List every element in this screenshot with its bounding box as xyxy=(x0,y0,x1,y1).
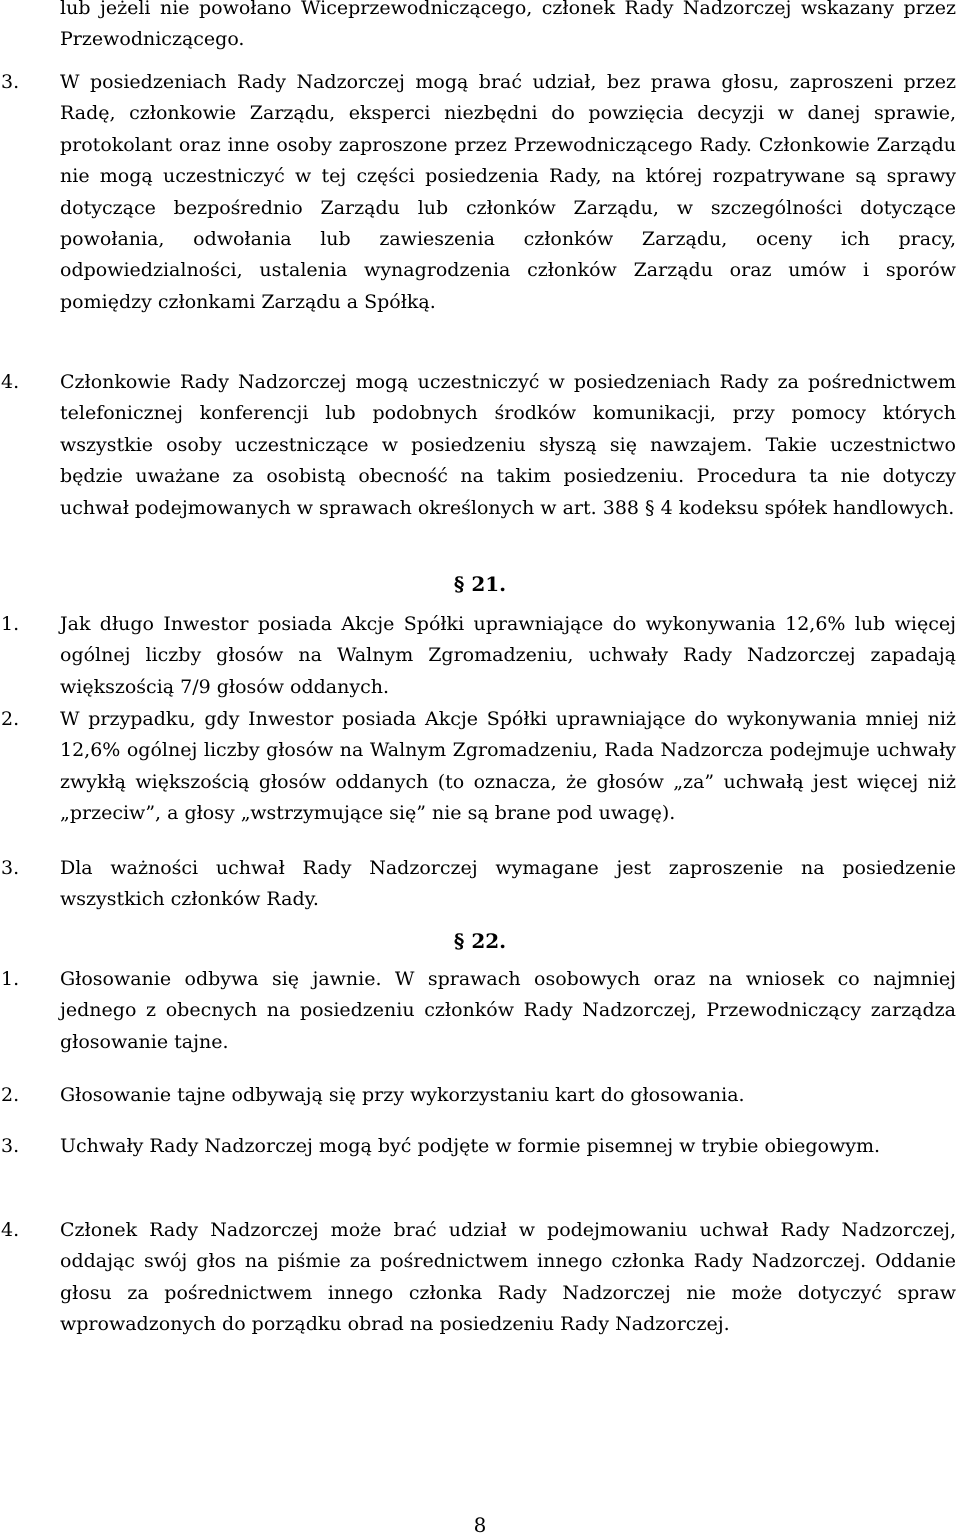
item-text: Członkowie Rady Nadzorczej mogą uczestniczyć w posiedzeniach Rady za pośrednictwem telefonicznej konferencji lub podobnych środków komunikacji, przy pomocy których wszystkie osoby uczestniczące w posiedzeniu słyszą się nawzajem. Takie uczestnictwo będzie uważane za osobistą obecność na takim posiedzeniu. Procedura ta nie dotyczy uchwał podejmowanych w sprawach określonych w art. 388 § 4 kodeksu spółek handlowych. xyxy=(60,371,956,519)
paragraph-text: lub jeżeli nie powołano Wiceprzewodniczącego, członek Rady Nadzorczej wskazany przez Przewodniczącego. xyxy=(60,0,956,51)
item-number: 3. xyxy=(1,71,20,93)
section-heading: § 22. xyxy=(453,929,507,953)
item-number: 3. xyxy=(1,1135,20,1157)
item-number: 4. xyxy=(1,371,20,393)
item-number: 2. xyxy=(1,1084,20,1106)
section-heading: § 21. xyxy=(453,572,507,596)
item-text: W przypadku, gdy Inwestor posiada Akcje Spółki uprawniające do wykonywania mniej niż 12,6% ogólnej liczby głosów na Walnym Zgromadzeniu, Rada Nadzorcza podejmuje uchwały zwykłą większością głosów oddanych (to oznacza, że głosów „za” uchwałą jest więcej niż „przeciw”, a głosy „wstrzymujące się” nie są brane pod uwagę). xyxy=(60,708,956,825)
item-number: 2. xyxy=(1,708,20,730)
page-number: 8 xyxy=(473,1513,487,1537)
item-number: 4. xyxy=(1,1219,20,1241)
item-text: Członek Rady Nadzorczej może brać udział w podejmowaniu uchwał Rady Nadzorczej, oddając swój głos na piśmie za pośrednictwem innego członka Rady Nadzorczej. Oddanie głosu za pośrednictwem innego członka Rady Nadzorczej nie może dotyczyć spraw wprowadzonych do porządku obrad na posiedzeniu Rady Nadzorczej. xyxy=(60,1219,956,1336)
item-number: 1. xyxy=(1,613,20,635)
item-text: Głosowanie tajne odbywają się przy wykorzystaniu kart do głosowania. xyxy=(60,1084,745,1106)
item-number: 1. xyxy=(1,968,20,990)
item-text: Głosowanie odbywa się jawnie. W sprawach osobowych oraz na wniosek co najmniej jednego z obecnych na posiedzeniu członków Rady Nadzorczej, Przewodniczący zarządza głosowanie tajne. xyxy=(60,968,956,1053)
item-text: W posiedzeniach Rady Nadzorczej mogą brać udział, bez prawa głosu, zaproszeni przez Radę, członkowie Zarządu, eksperci niezbędni do powzięcia decyzji w danej sprawie, protokolant oraz inne osoby zaproszone przez Przewodniczącego Rady. Członkowie Zarządu nie mogą uczestniczyć w tej części posiedzenia Rady, na której rozpatrywane są sprawy dotyczące bezpośrednio Zarządu lub członków Zarządu, w szczególności dotyczące powołania, odwołania lub zawieszenia członków Zarządu, oceny ich pracy, odpowiedzialności, ustalenia wynagrodzenia członków Zarządu oraz umów i sporów pomiędzy członkami Zarządu a Spółką. xyxy=(60,71,956,313)
item-text: Dla ważności uchwał Rady Nadzorczej wymagane jest zaproszenie na posiedzenie wszystkich członków Rady. xyxy=(60,857,956,911)
item-text: Jak długo Inwestor posiada Akcje Spółki uprawniające do wykonywania 12,6% lub więcej ogólnej liczby głosów na Walnym Zgromadzeniu, uchwały Rady Nadzorczej zapadają większością 7/9 głosów oddanych. xyxy=(60,613,956,698)
item-text: Uchwały Rady Nadzorczej mogą być podjęte w formie pisemnej w trybie obiegowym. xyxy=(60,1135,881,1157)
item-number: 3. xyxy=(1,857,20,879)
